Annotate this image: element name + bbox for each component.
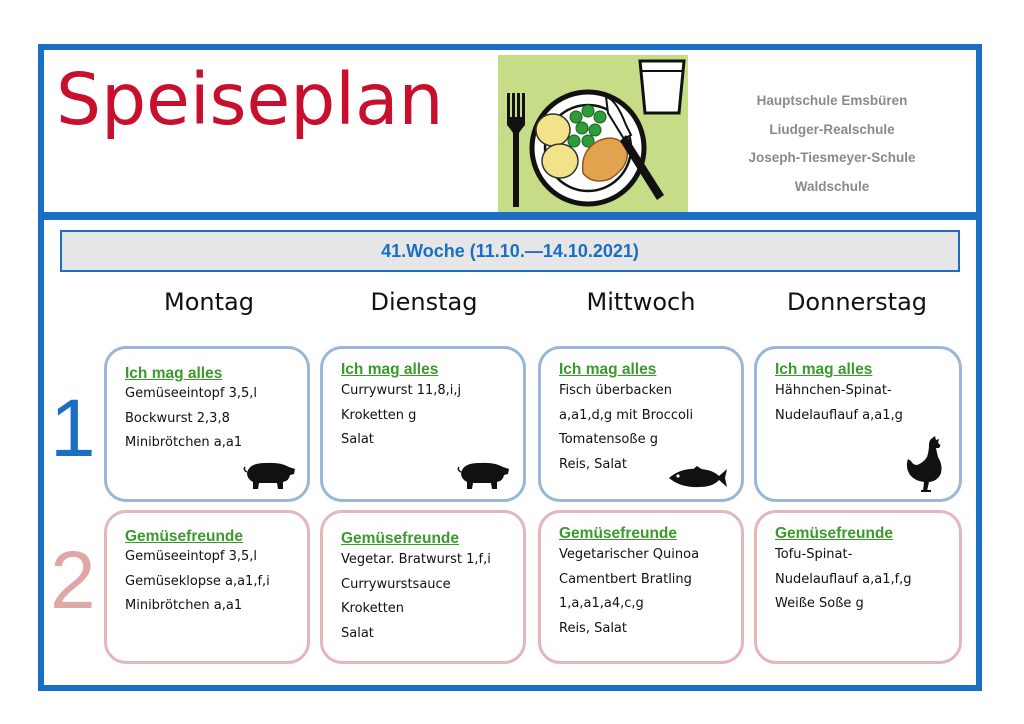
school-name: Hauptschule Emsbüren xyxy=(756,93,908,108)
menu-name: Ich mag alles xyxy=(559,361,657,378)
meal-line: Gemüseeintopf 3,5,l xyxy=(125,549,258,564)
day-heading-mittwoch: Mittwoch xyxy=(586,288,696,316)
day-heading-montag: Montag xyxy=(164,288,254,316)
header-divider xyxy=(38,212,982,220)
meal-lines xyxy=(341,552,491,650)
meal-line: Minibrötchen a,a1 xyxy=(125,435,243,450)
meal-lines xyxy=(125,386,257,460)
meal-lines xyxy=(775,547,912,621)
meal-line: Minibrötchen a,a1 xyxy=(125,598,243,613)
meal-line: Nudelauflauf a,a1,f,g xyxy=(775,571,912,587)
meal-line: Currywurst 11,8,i,j xyxy=(341,383,462,398)
menu-name: Gemüsefreunde xyxy=(559,525,678,542)
meal-line: a,a1,d,g mit Broccoli xyxy=(559,407,694,423)
meal-line: Hähnchen-Spinat- xyxy=(775,383,892,398)
row-number-2: 2 xyxy=(50,535,96,626)
meal-line: Kroketten g xyxy=(341,407,417,423)
week-label: 41.Woche (11.10.—14.10.2021) xyxy=(60,230,960,272)
meal-line: Tofu-Spinat- xyxy=(775,547,853,562)
glass-icon xyxy=(640,61,684,113)
meal-illustration xyxy=(498,55,688,212)
meal-line: Fisch überbacken xyxy=(559,383,672,398)
page-title: Speiseplan xyxy=(56,58,444,141)
menu-card-row2-mittwoch xyxy=(538,510,744,664)
meal-line: Reis, Salat xyxy=(559,620,627,636)
fork-icon xyxy=(507,93,525,207)
meal-line: Vegetarischer Quinoa xyxy=(559,547,700,562)
school-name: Waldschule xyxy=(794,178,870,194)
meal-line: Weiße Soße g xyxy=(775,596,864,611)
menu-card-row1-mittwoch xyxy=(538,346,744,502)
menu-card-row1-donnerstag xyxy=(754,346,962,502)
meal-lines xyxy=(125,549,270,623)
menu-name: Ich mag alles xyxy=(341,361,439,378)
school-list xyxy=(722,90,942,204)
menu-name: Gemüsefreunde xyxy=(125,528,244,545)
menu-name: Gemüsefreunde xyxy=(775,525,894,542)
menu-card-row2-donnerstag xyxy=(754,510,962,664)
day-heading-dienstag: Dienstag xyxy=(370,288,478,316)
school-name: Liudger-Realschule xyxy=(769,121,895,137)
school-name: Joseph-Tiesmeyer-Schule xyxy=(748,150,916,165)
meal-line: Gemüseeintopf 3,5,l xyxy=(125,386,258,401)
meal-line: Gemüseklopse a,a1,f,i xyxy=(125,573,270,589)
menu-name: Ich mag alles xyxy=(125,365,223,382)
meal-line: Bockwurst 2,3,8 xyxy=(125,410,230,426)
menu-card-row1-montag xyxy=(104,346,310,502)
menu-card-row1-dienstag xyxy=(320,346,526,502)
meal-line: Currywurstsauce xyxy=(341,576,451,592)
fish-icon xyxy=(667,465,729,491)
menu-card-row2-montag xyxy=(104,510,310,664)
meal-line: Reis, Salat xyxy=(559,456,627,472)
meal-line: Camentbert Bratling xyxy=(559,571,692,587)
meal-lines xyxy=(341,383,461,457)
meal-line: Vegetar. Bratwurst 1,f,i xyxy=(341,552,491,567)
meal-line: Nudelauflauf a,a1,g xyxy=(775,407,903,423)
meal-line: Salat xyxy=(341,625,374,641)
meal-line: Salat xyxy=(341,432,374,447)
chicken-icon xyxy=(905,435,945,493)
meal-lines xyxy=(559,547,699,645)
meal-lines xyxy=(775,383,903,432)
day-heading-donnerstag: Donnerstag xyxy=(786,288,928,316)
pig-icon xyxy=(457,459,511,491)
meal-line: Kroketten xyxy=(341,601,405,616)
menu-name: Gemüsefreunde xyxy=(341,530,460,547)
meal-line: 1,a,a1,a4,c,g xyxy=(559,596,644,611)
row-number-1: 1 xyxy=(50,383,96,474)
meal-line: Tomatensoße g xyxy=(559,432,658,447)
menu-name: Ich mag alles xyxy=(775,361,873,378)
pig-icon xyxy=(243,459,297,491)
menu-card-row2-dienstag xyxy=(320,510,526,664)
